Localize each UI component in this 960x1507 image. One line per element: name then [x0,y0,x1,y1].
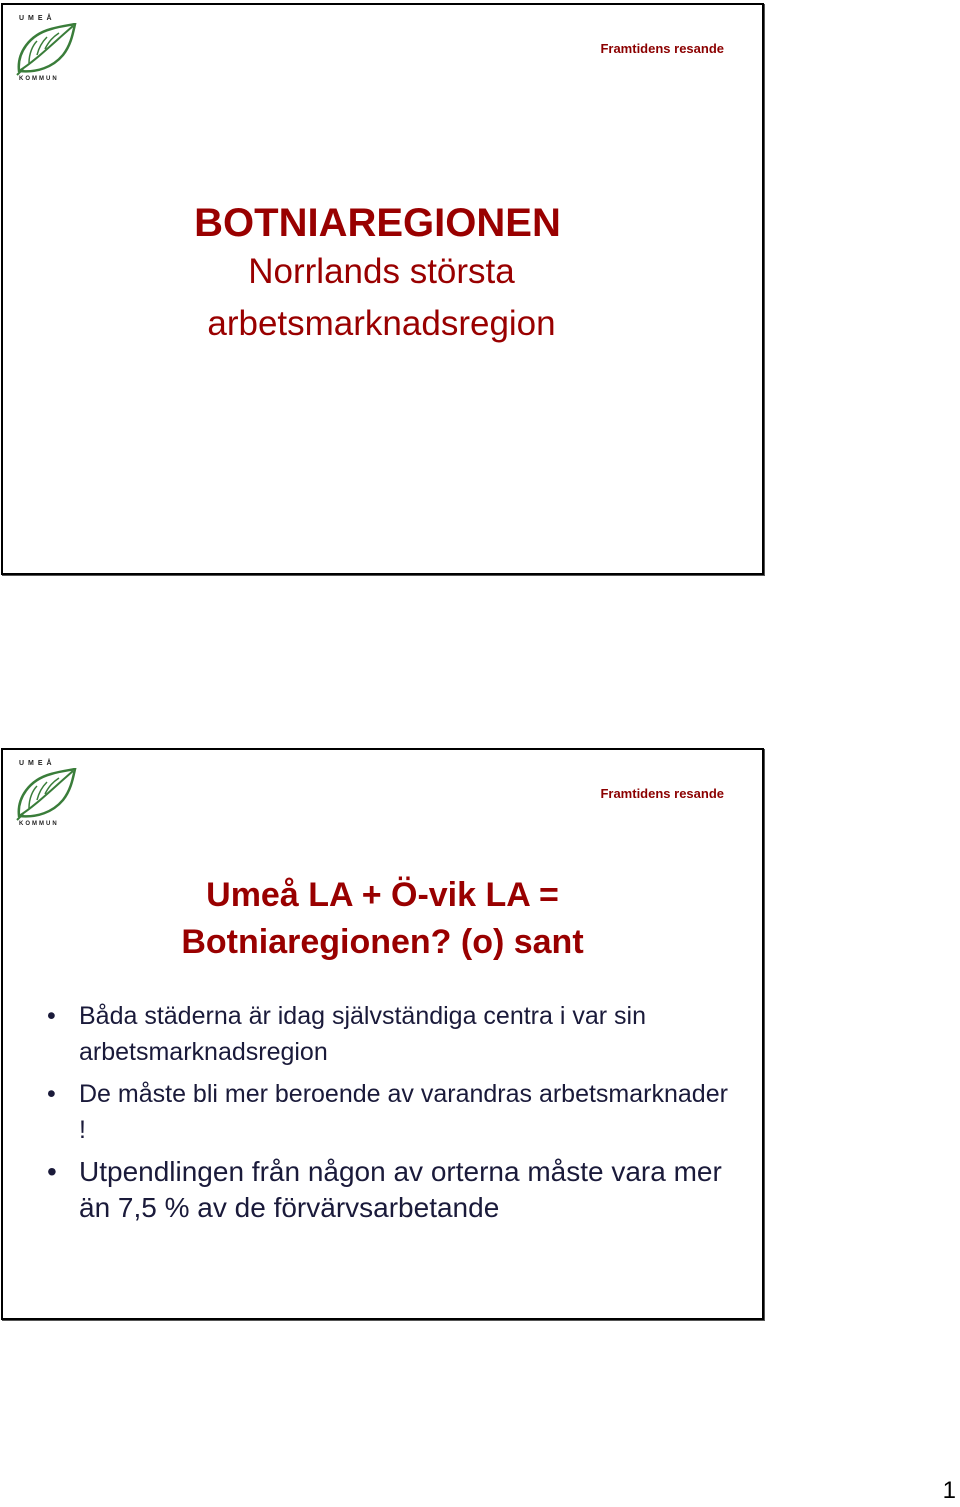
bullet-text: De måste bli mer beroende av varandras arbetsmarknader ! [79,1080,728,1144]
slide-2 [1,748,764,1320]
list-item [47,1154,737,1226]
logo-letters-top: UMEÅ [19,15,56,22]
slide-1 [1,3,764,575]
slide-title: BOTNIAREGIONEN [194,201,561,245]
bullet-list [47,998,737,1226]
slide-subtitle-line2: arbetsmarknadsregion [207,304,556,343]
logo-letters-bottom: KOMMUN [19,821,59,827]
slide-title-block [3,200,762,350]
umea-kommun-logo [15,15,79,87]
list-item [47,998,737,1070]
bullet-icon: • [47,1156,57,1187]
header-title: Framtidens resande [600,41,724,56]
birch-leaf-icon [15,23,77,77]
bullet-text: Båda städerna är idag självständiga centra i var sin arbetsmarknadsregion [79,1002,646,1066]
birch-leaf-icon [15,768,77,822]
slide-title-block [3,872,762,966]
logo-letters-bottom: KOMMUN [19,76,59,82]
header-title: Framtidens resande [600,786,724,801]
list-item [47,1076,737,1148]
logo-letters-top: UMEÅ [19,760,56,767]
page-number: 1 [942,1477,956,1504]
slide-title-line2: Botniaregionen? (o) sant [181,923,584,961]
umea-kommun-logo [15,760,79,832]
slide-title-line1: Umeå LA + Ö-vik LA = [206,876,559,914]
bullet-text: Utpendlingen från någon av orterna måste vara mer än 7,5 % av de förvärvsarbetande [79,1156,722,1223]
bullet-icon: • [47,1002,56,1030]
bullet-icon: • [47,1080,56,1108]
slide-subtitle-line1: Norrlands största [248,252,515,291]
